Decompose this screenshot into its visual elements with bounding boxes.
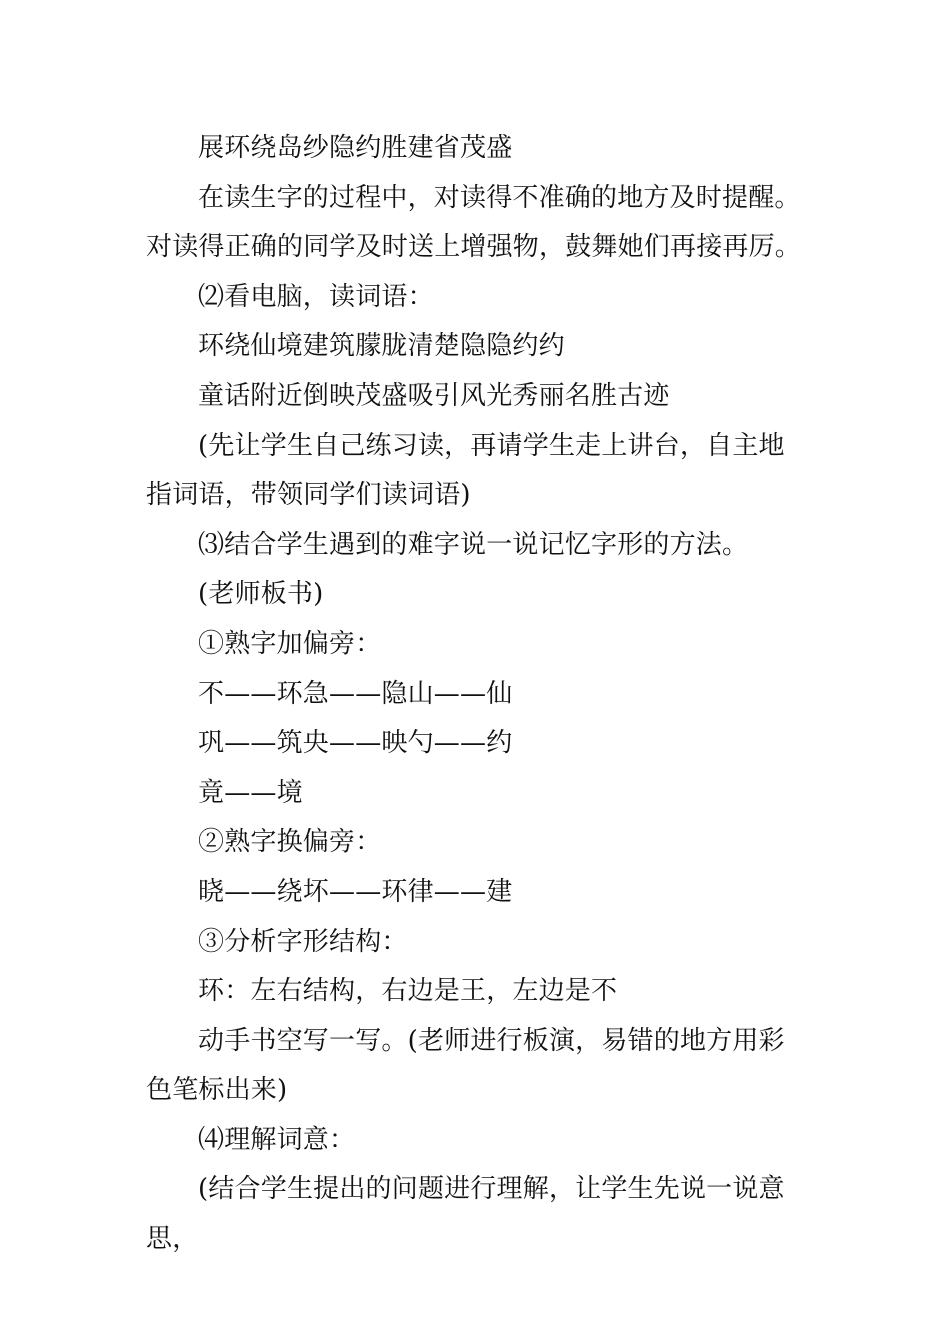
paragraph: (老师板书): [198, 579, 324, 610]
paragraph: ①熟字加偏旁：: [198, 628, 382, 659]
paragraph: 展环绕岛纱隐约胜建省茂盛: [198, 133, 513, 163]
paragraph: 晓——绕坏——环律——建: [198, 876, 513, 907]
paragraph: 不——环急——隐山——仙: [198, 678, 513, 709]
paragraph: 童话附近倒映茂盛吸引风光秀丽名胜古迹: [198, 380, 670, 411]
paragraph: 竟——境: [198, 777, 303, 808]
paragraph: (先让学生自己练习读，再请学生走上讲台，自主地指词语，带领同学们读词语): [146, 430, 785, 511]
paragraph: 环：左右结构，右边是王，左边是不: [198, 976, 618, 1007]
document-body: [146, 124, 810, 1265]
paragraph: 在读生字的过程中，对读得不准确的地方及时提醒。对读得正确的同学及时送上增强物，鼓舞她们再接再厉。: [146, 182, 802, 263]
paragraph: ⑶结合学生遇到的难字说一说记忆字形的方法。: [198, 529, 749, 560]
paragraph: 环绕仙境建筑朦胧清楚隐隐约约: [198, 331, 565, 362]
paragraph: ②熟字换偏旁：: [198, 827, 382, 858]
paragraph: 动手书空写一写。(老师进行板演，易错的地方用彩色笔标出来): [146, 1025, 785, 1106]
paragraph: 巩——筑央——映勺——约: [198, 728, 513, 759]
paragraph: (结合学生提出的问题进行理解，让学生先说一说意思，: [146, 1174, 785, 1255]
paragraph: ⑷理解词意：: [198, 1124, 356, 1155]
paragraph: ⑵看电脑，读词语：: [198, 281, 434, 312]
paragraph: ③分析字形结构：: [198, 926, 408, 957]
